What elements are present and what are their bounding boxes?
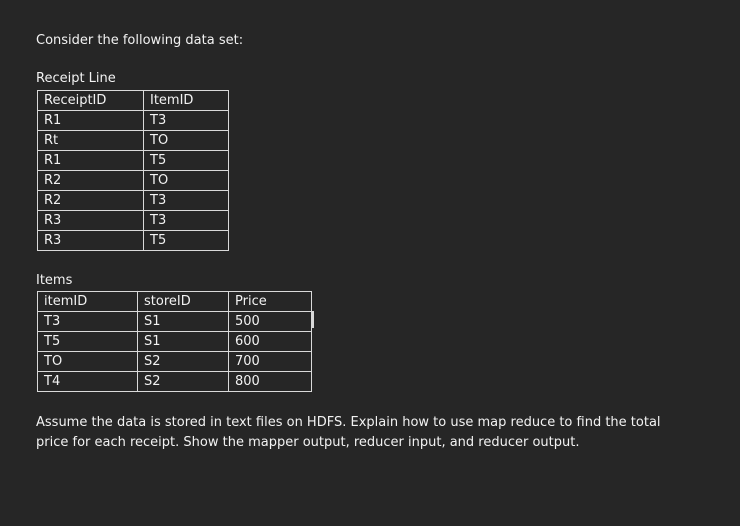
table-cell: 700	[229, 352, 312, 372]
table-cell: R1	[38, 111, 144, 131]
table-cell: TO	[144, 171, 229, 191]
items-table	[37, 291, 312, 392]
question-text: Assume the data is stored in text files on HDFS. Explain how to use map reduce to find the total price for each receipt. Show the mapper output, reducer input, and reducer output.	[36, 415, 661, 450]
table-cell: R1	[38, 151, 144, 171]
column-header-itemid: ItemID	[144, 91, 229, 111]
table-cell: TO	[144, 131, 229, 151]
items-caption: Items	[36, 273, 73, 288]
table-cell: Rt	[38, 131, 144, 151]
table-row	[38, 151, 229, 171]
column-header-storeid: storeID	[138, 292, 229, 312]
table-cell: T3	[144, 191, 229, 211]
table-cell: R3	[38, 211, 144, 231]
table-row	[38, 171, 229, 191]
table-cell: 800	[229, 372, 312, 392]
receipt-line-caption: Receipt Line	[36, 71, 116, 86]
table-cell: R2	[38, 191, 144, 211]
table-cell: T5	[38, 332, 138, 352]
column-header-price: Price	[229, 292, 312, 312]
table-row	[38, 312, 312, 332]
table-header-row	[38, 292, 312, 312]
column-header-itemid: itemID	[38, 292, 138, 312]
column-header-receiptid: ReceiptID	[38, 91, 144, 111]
intro-text: Consider the following data set:	[36, 33, 244, 48]
table-row	[38, 191, 229, 211]
table-edge-stub	[312, 311, 314, 328]
table-cell: T5	[144, 151, 229, 171]
table-cell: S2	[138, 372, 229, 392]
table-cell: T3	[144, 111, 229, 131]
table-row	[38, 111, 229, 131]
table-cell: S1	[138, 332, 229, 352]
table-row	[38, 352, 312, 372]
table-row	[38, 211, 229, 231]
table-header-row	[38, 91, 229, 111]
table-cell: 500	[229, 312, 312, 332]
receipt-line-table	[37, 90, 229, 251]
table-cell: R2	[38, 171, 144, 191]
table-row	[38, 231, 229, 251]
table-cell: S1	[138, 312, 229, 332]
table-cell: T3	[144, 211, 229, 231]
table-row	[38, 372, 312, 392]
table-cell: R3	[38, 231, 144, 251]
table-cell: T4	[38, 372, 138, 392]
table-cell: T3	[38, 312, 138, 332]
table-row	[38, 332, 312, 352]
table-cell: S2	[138, 352, 229, 372]
table-cell: TO	[38, 352, 138, 372]
table-cell: T5	[144, 231, 229, 251]
table-cell: 600	[229, 332, 312, 352]
table-row	[38, 131, 229, 151]
